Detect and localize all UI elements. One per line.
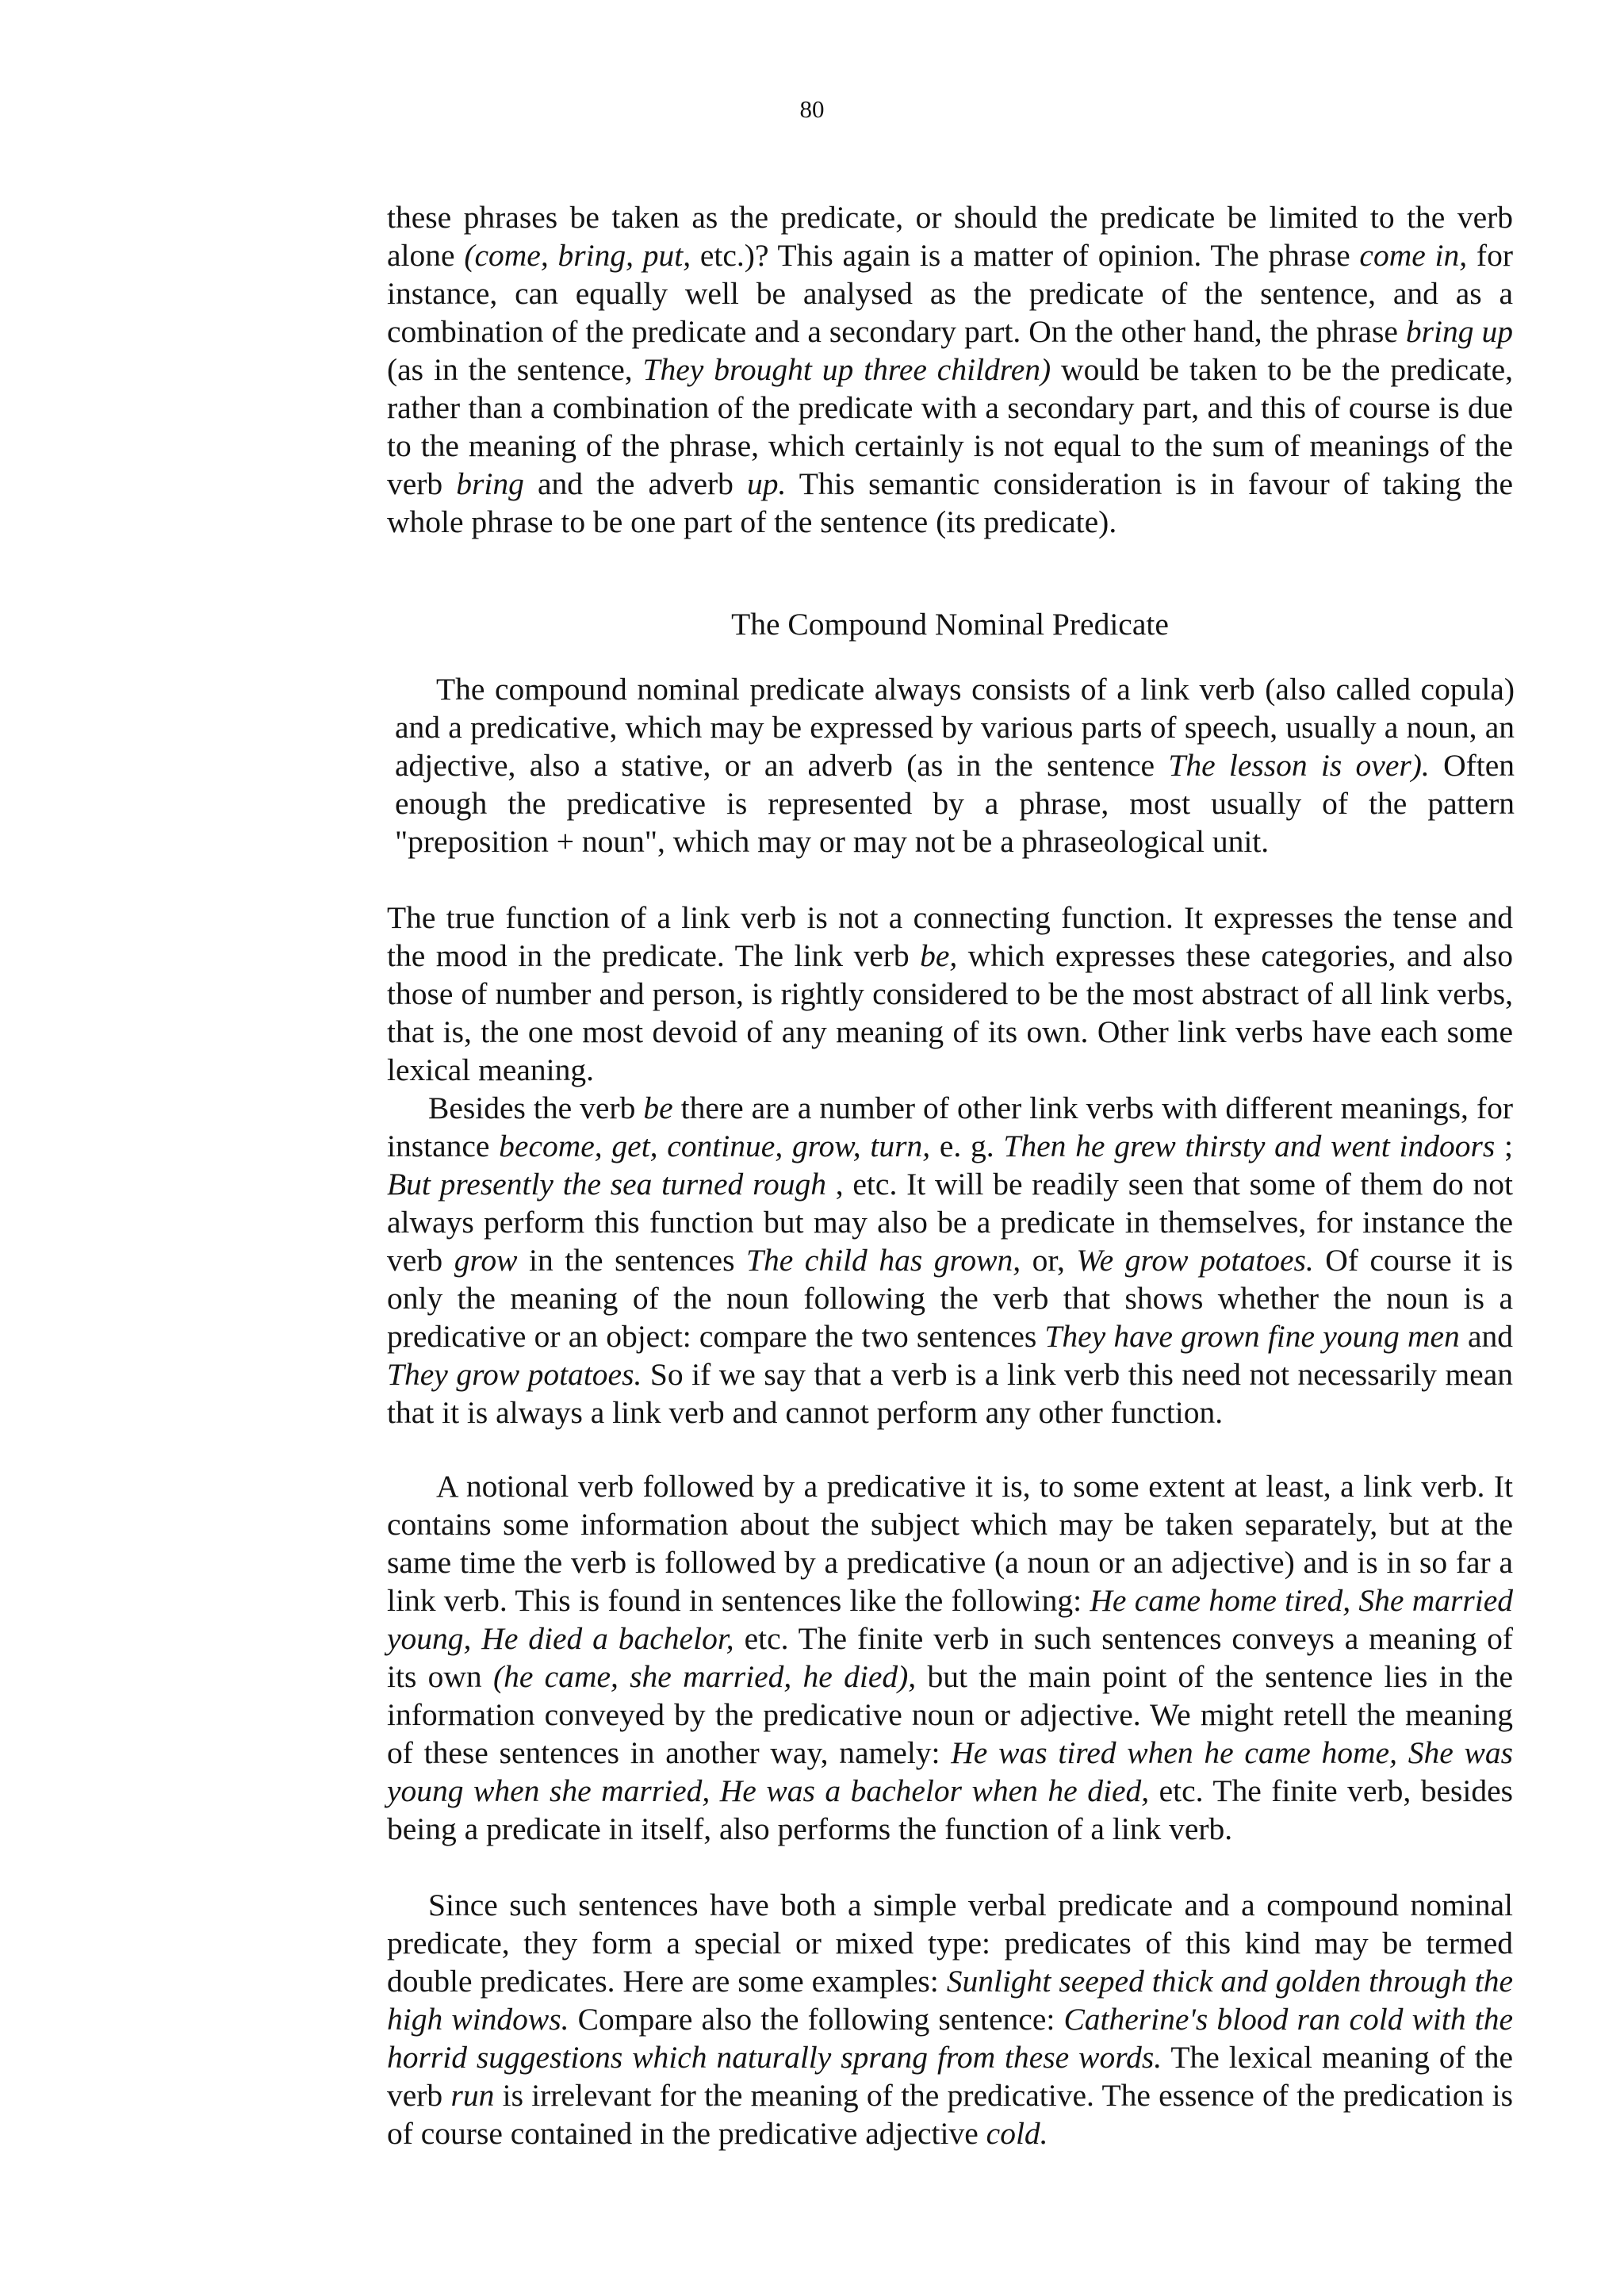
section-heading: The Compound Nominal Predicate <box>731 607 1169 642</box>
italic-text: But presently the sea turned rough <box>387 1167 826 1202</box>
italic-text: (come, bring, put, <box>464 238 691 273</box>
text-run: etc. The finite verb, besides being a predicate in itself, also performs the function of a link verb. <box>387 1773 1513 1846</box>
italic-text: The child has grown, <box>746 1243 1021 1278</box>
text-run: The lexical meaning of the verb <box>387 2040 1514 2113</box>
text-run: The compound nominal predicate always consists of a link verb (also called copula) and a predicative, which may be expressed by various parts of speech, usually a noun, an adjective, also a stative, or an adverb (as in the sentence <box>395 672 1515 783</box>
text-run: is irrelevant for the meaning of the predicative. The essence of the predication is of course contained in the predicative adjective <box>387 2078 1513 2151</box>
paragraph-6 <box>387 1886 1513 2152</box>
italic-text: (he came, she married, he died), <box>492 1659 917 1694</box>
italic-text: bring up <box>1405 314 1513 349</box>
paragraph-5 <box>387 1467 1513 1848</box>
italic-text: become, get, continue, grow, turn, <box>499 1129 931 1163</box>
text-run: The true function of a link verb is not a connecting function. It expresses the tense and the mood in the predicate. The link verb <box>387 900 1513 973</box>
paragraph-2 <box>395 670 1515 861</box>
italic-text: be <box>643 1091 673 1125</box>
text-run: for instance, can equally well be analysed as the predicate of the sentence, and as a combination of the predicate and a secondary part. On the other hand, the phrase <box>387 238 1513 349</box>
text-run: in the sentences <box>517 1243 746 1278</box>
text-run: these phrases be taken as the predicate, or should the predicate be limited to the verb alone <box>387 200 1513 273</box>
italic-text: Sunlight seeped thick and golden through the high windows. <box>387 1964 1514 2037</box>
paragraph-4 <box>387 1089 1513 1432</box>
italic-text: come in, <box>1359 238 1468 273</box>
text-run: Compare also the following sentence: <box>569 2002 1064 2037</box>
text-run: Besides the verb <box>428 1091 644 1125</box>
italic-text: grow <box>454 1243 518 1278</box>
italic-text: They grow potatoes. <box>387 1357 642 1392</box>
text-run: So if we say that a verb is a link verb this need not necessarily mean that it is always a link verb and cannot perform any other function. <box>387 1357 1513 1430</box>
italic-text: He came home tired, She married young, He died a bachelor, <box>387 1583 1514 1656</box>
text-run: This semantic consideration is in favour of taking the whole phrase to be one part of the sentence (its predicate). <box>387 466 1513 539</box>
italic-text: They brought up three children) <box>642 352 1051 387</box>
text-run: and <box>1459 1319 1513 1354</box>
italic-text: Catherine's blood ran cold with the horrid suggestions which naturally sprang from these words. <box>387 2002 1513 2075</box>
text-run: would be taken to be the predicate, rather than a combination of the predicate with a secondary part, and this of course is due to the meaning of the phrase, which certainly is not equal to the sum of meanings of the verb <box>387 352 1513 501</box>
text-run: which expresses these categories, and also those of number and person, is rightly considered to be the most abstract of all link verbs, that is, the one most devoid of any meaning of its own. Other link verbs have each some lexical meaning. <box>387 938 1513 1087</box>
text-run: , etc. It will be readily seen that some of them do not always perform this function but may also be a predicate in themselves, for instance the verb <box>387 1167 1513 1278</box>
text-run: etc.)? This again is a matter of opinion. The phrase <box>691 238 1360 273</box>
italic-text: be, <box>920 938 958 973</box>
text-run: but the main point of the sentence lies in the information conveyed by the predicative noun or adjective. We might retell the meaning of these sentences in another way, namely: <box>387 1659 1513 1770</box>
italic-text: They have grown fine young men <box>1044 1319 1460 1354</box>
text-run: there are a number of other link verbs with different meanings, for instance <box>387 1091 1513 1163</box>
italic-text: cold. <box>986 2116 1048 2151</box>
page-number: 80 <box>799 95 825 123</box>
text-run: and the adverb <box>523 466 748 501</box>
text-run: etc. The finite verb in such sentences conveys a meaning of its own <box>387 1621 1513 1694</box>
italic-text: Then he grew thirsty and went indoors <box>1003 1129 1496 1163</box>
text-run: Of course it is only the meaning of the noun following the verb that shows whether the noun is a predicative or an object: compare the two sentences <box>387 1243 1513 1354</box>
text-run: ; <box>1495 1129 1513 1163</box>
italic-text: The lesson is over). <box>1168 748 1430 783</box>
text-run: (as in the sentence, <box>387 352 643 387</box>
italic-text: run <box>450 2078 495 2113</box>
text-run: A notional verb followed by a predicative it is, to some extent at least, a link verb. It contains some information about the subject which may be taken separately, but at the same time the verb is followed by a predicative (a noun or an adjective) and is in so far a link verb. This is found in sentences like the following: <box>387 1469 1513 1618</box>
italic-text: He was tired when he came home, She was young when she married, He was a bachelor when he died, <box>387 1735 1513 1808</box>
paragraph-3 <box>387 899 1513 1089</box>
text-run: e. g. <box>930 1129 1004 1163</box>
text-run: or, <box>1021 1243 1077 1278</box>
text-run: Since such sentences have both a simple verbal predicate and a compound nominal predicate, they form a special or mixed type: predicates of this kind may be termed double predicates. Here are some examples: <box>387 1888 1513 1999</box>
text-run: Often enough the predicative is represented by a phrase, most usually of the pattern "preposition + noun", which may or may not be a phraseological unit. <box>395 748 1515 859</box>
paragraph-1 <box>387 198 1513 541</box>
italic-text: bring <box>456 466 524 501</box>
italic-text: up. <box>747 466 787 501</box>
italic-text: We grow potatoes. <box>1076 1243 1314 1278</box>
